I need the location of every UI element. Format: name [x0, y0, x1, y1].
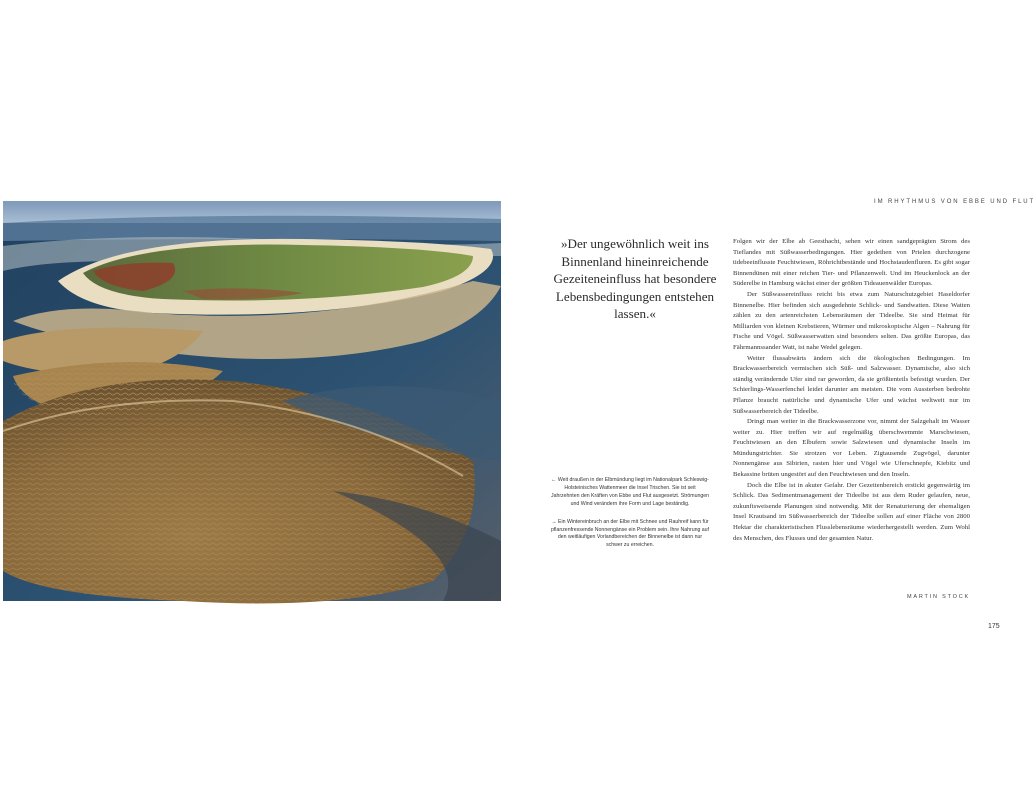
page-number: 175 — [988, 623, 1000, 630]
aerial-photo-tidal-island — [3, 201, 501, 601]
caption-text: Ein Wintereinbruch an der Elbe mit Schnee und Rauhreif kann für pflanzenfressende Nonnengänse ein Problem sein. Ihre Nahrung auf den weitläufigen Vorlandbereichen der Binnenelbe ist dann nur schwer zu erreichen. — [550, 518, 710, 549]
caption-next-photo — [550, 519, 710, 551]
paragraph: Weiter flussabwärts ändern sich die ökologischen Bedingungen. Im Brackwasserbereich vermischen sich Süß- und Salzwasser. Dynamische, also sich ständig verändernde Ufer sind rar geworden, da sie größtenteils befestigt wurden. Der Schierlings-Wasserfenchel leidet darunter am meisten. Die vom Aussterben bedrohte Pflanze braucht natürliche und dynamische Ufer und wächst weltweit nur im Süßwasserbereich der Tideelbe. — [733, 354, 970, 415]
author-name: MARTIN STOCK — [907, 594, 970, 600]
caption-left-photo — [550, 477, 710, 509]
running-head: IM RHYTHMUS VON EBBE UND FLUT — [874, 199, 1035, 205]
paragraph: Der Süßwassereinfluss reicht bis etwa zum Naturschutzgebiet Haseldorfer Binnenelbe. Hier befinden sich ausgedehnte Schlick- und Sandwatten. Diese Watten zählen zu den artenreichsten Lebensräumen der Tideelbe. Sie sind Heimat für Milliarden von kleinen Krebstieren, Würmer und mikroskopische Algen – Nahrung für Fische und Vögel. Süßwasserwatten sind besonders selten. Das größte Europas, das Fährmannssander Watt, ist nahe Wedel gelegen. — [733, 290, 970, 351]
arrow-left-icon: ← — [551, 477, 557, 483]
photo-captions — [550, 477, 710, 560]
paragraph: Dringt man weiter in die Brackwasserzone vor, nimmt der Salzgehalt im Wasser weiter zu. Hier treffen wir auf regelmäßig überschwemmte Marschwiesen, Feuchtwiesen an den Elbufern sowie Salzwiesen und dynamische Inseln im Mündungstrichter. Sie strotzen vor Leben. Zigtausende Zugvögel, darunter Nonnengänse aus Sibirien, rasten hier und Vögel wie Uferschnepfe, Kiebitz und Bekassine brüten ungestört auf den Feuchtwiesen und den Inseln. — [733, 418, 970, 479]
arrow-right-icon: → — [551, 518, 557, 525]
body-text — [733, 237, 970, 544]
pull-quote: »Der ungewöhnlich weit ins Binnenland hineinreichende Gezeiteneinfluss hat besondere Lebensbedingungen entstehen lassen.« — [553, 236, 717, 322]
paragraph: Doch die Elbe ist in akuter Gefahr. Der Gezeitenbereich erstickt gegenwärtig im Schlick. Das Sedimentmanagement der Tideelbe ist aus dem Ruder gelaufen, neue, zukunftsweisende Planungen sind notwendig. Mit der Renaturierung der ehemaligen Insel Krautsand im Süßwasserbereich der Tideelbe sollen auf einer Fläche von 2800 Hektar die charakteristischen Flusslebensräume wiederhergestellt werden. Zum Wohl des Menschen, des Flusses und der gesamten Natur. — [733, 481, 970, 542]
paragraph: Folgen wir der Elbe ab Geesthacht, sehen wir einen sandgeprägten Strom des Tieflandes mit Süßwasserbedingungen. Hier gedeihen von Prielen durchzogene tidebeeinflusste Feuchtwiesen, Röhrichtbestände und Hochstaudenfluren. Es gibt sogar Binnendünen mit einer reichen Tier- und Pflanzenwelt. Und im Heuckenlock an der Süderelbe in Hamburg wächst einer der größten Tideauenwälder Europas. — [733, 238, 970, 288]
caption-text: Weit draußen in der Elbmündung liegt im Nationalpark Schleswig-Holsteinisches Wattenmeer die Insel Trischen. Sie ist seit Jahrzehnten den Kräften von Ebbe und Flut ausgesetzt. Strömungen und Wind verändern ihre Form und Lage beständig. — [550, 477, 710, 507]
